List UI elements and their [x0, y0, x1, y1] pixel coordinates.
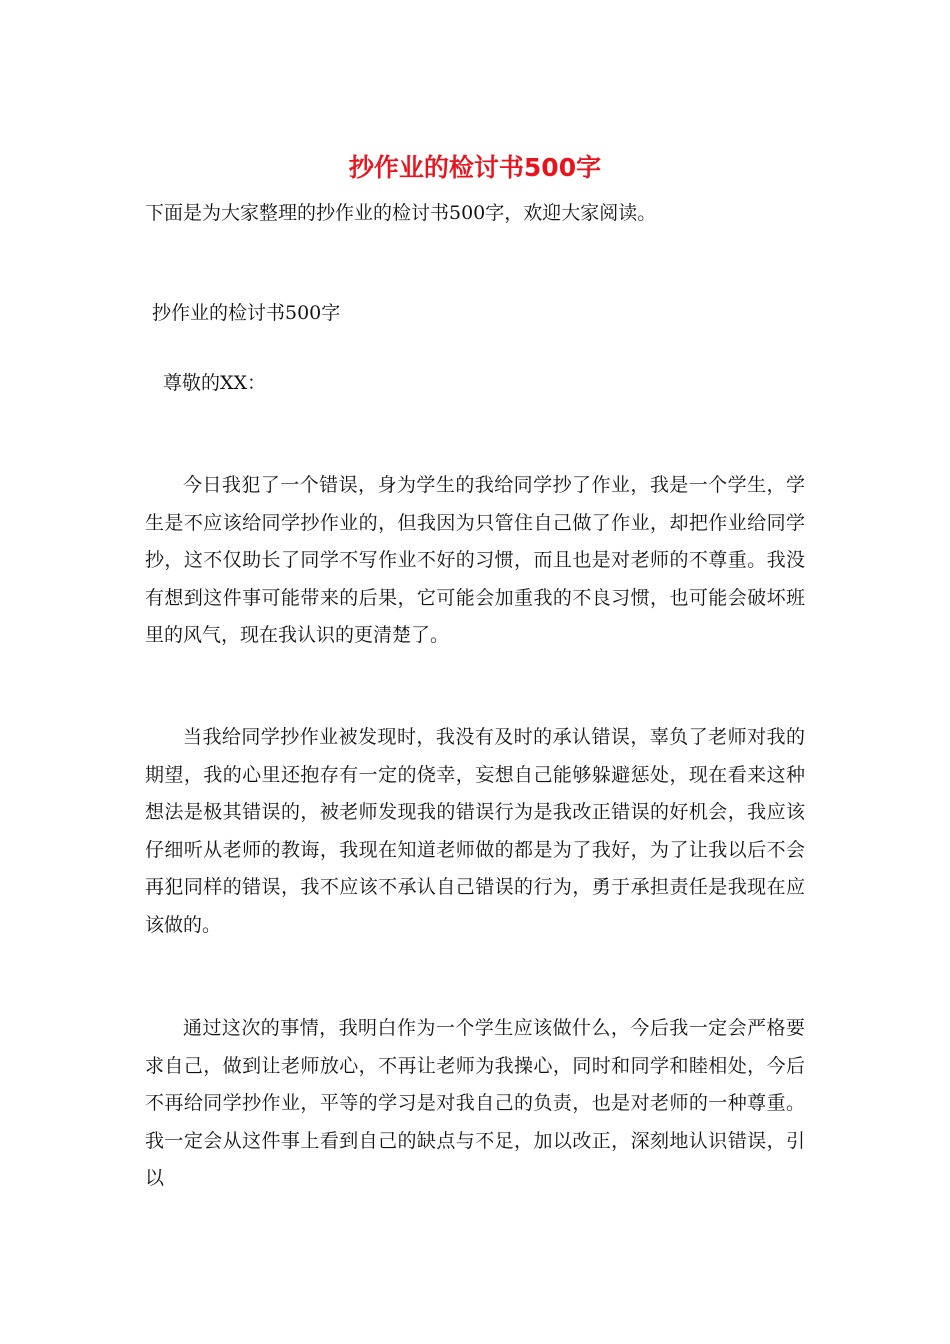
- salutation: 尊敬的XX：: [163, 372, 267, 394]
- document-title: 抄作业的检讨书500字: [348, 153, 602, 182]
- letter-subtitle: 抄作业的检讨书500字: [152, 302, 341, 324]
- body-paragraph-1: 今日我犯了一个错误，身为学生的我给同学抄了作业，我是一个学生，学生是不应该给同学抄作业的，但我因为只管住自己做了作业，却把作业给同学抄，这不仅助长了同学不写作业不好的习惯，而且也是对老师的不尊重。我没有想到这件事可能带来的后果，它可能会加重我的不良习惯，也可能会破坏班里的风气，现在我认识的更清楚了。: [145, 474, 805, 646]
- intro-text: 下面是为大家整理的抄作业的检讨书500字，欢迎大家阅读。: [145, 202, 657, 224]
- body-paragraph-2: 当我给同学抄作业被发现时，我没有及时的承认错误，辜负了老师对我的期望，我的心里还抱存有一定的侥幸，妄想自己能够躲避惩处，现在看来这种想法是极其错误的，被老师发现我的错误行为是我改正错误的好机会，我应该仔细听从老师的教诲，我现在知道老师做的都是为了我好，为了让我以后不会再犯同样的错误，我不应该不承认自己错误的行为，勇于承担责任是我现在应该做的。: [145, 726, 805, 936]
- body-paragraph-3: 通过这次的事情，我明白作为一个学生应该做什么，今后我一定会严格要求自己，做到让老师放心，不再让老师为我操心，同时和同学和睦相处，今后不再给同学抄作业，平等的学习是对我自己的负责，也是对老师的一种尊重。我一定会从这件事上看到自己的缺点与不足，加以改正，深刻地认识错误，引以: [145, 1017, 805, 1189]
